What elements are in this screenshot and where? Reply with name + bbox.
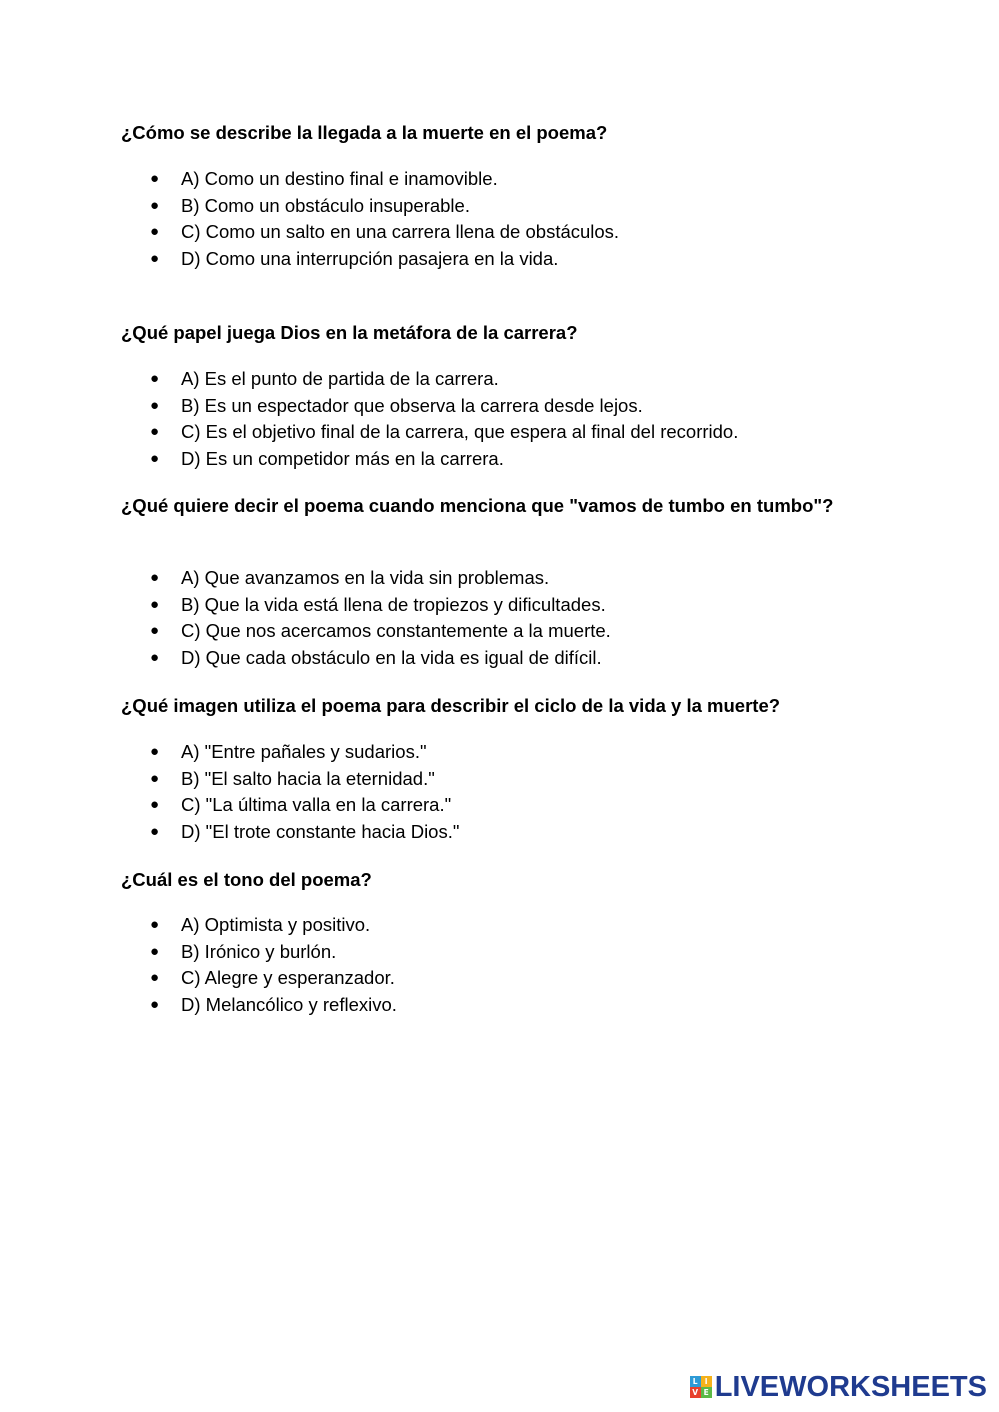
option-item[interactable]	[150, 819, 459, 846]
bullet-icon: ●	[150, 249, 160, 267]
option-text: B) Irónico y burlón.	[181, 940, 337, 962]
option-item[interactable]	[150, 792, 459, 819]
option-text: D) Como una interrupción pasajera en la vida.	[181, 247, 559, 269]
option-text: A) "Entre pañales y sudarios."	[181, 741, 427, 762]
option-item[interactable]	[150, 565, 611, 592]
liveworksheets-brand[interactable]	[690, 1372, 987, 1402]
bullet-icon: ●	[150, 622, 160, 640]
question-4-options	[150, 739, 459, 845]
option-item[interactable]	[150, 912, 397, 939]
option-text: C) Alegre y esperanzador.	[181, 967, 395, 989]
option-text: C) Que nos acercamos constantemente a la muerte.	[181, 620, 611, 642]
bullet-icon: ●	[150, 995, 160, 1013]
bullet-icon: ●	[150, 916, 160, 933]
logo-letter-e: E	[701, 1387, 712, 1398]
bullet-icon: ●	[150, 942, 160, 960]
question-1-text: ¿Cómo se describe la llegada a la muerte en el poema?	[121, 122, 608, 143]
option-text: B) "El salto hacia la eternidad."	[181, 767, 435, 789]
option-text: C) Es el objetivo final de la carrera, que espera al final del recorrido.	[181, 421, 739, 443]
question-2-options	[150, 366, 738, 472]
option-item[interactable]	[150, 645, 611, 672]
option-text: D) "El trote constante hacia Dios."	[181, 820, 460, 842]
option-text: A) Como un destino final e inamovible.	[181, 168, 498, 189]
question-5-text: ¿Cuál es el tono del poema?	[121, 869, 372, 890]
bullet-icon: ●	[150, 743, 160, 760]
option-item[interactable]	[150, 592, 611, 619]
bullet-icon: ●	[150, 196, 160, 214]
option-item[interactable]	[150, 366, 738, 393]
option-text: D) Melancólico y reflexivo.	[181, 993, 397, 1015]
option-item[interactable]	[150, 393, 738, 420]
option-item[interactable]	[150, 618, 611, 645]
bullet-icon: ●	[150, 648, 160, 666]
bullet-icon: ●	[150, 796, 160, 814]
option-text: C) Como un salto en una carrera llena de obstáculos.	[181, 221, 620, 243]
option-item[interactable]	[150, 766, 459, 793]
option-text: D) Es un competidor más en la carrera.	[181, 447, 504, 469]
question-3-text: ¿Qué quiere decir el poema cuando menciona que "vamos de tumbo en tumbo"?	[121, 495, 834, 516]
question-3-options	[150, 565, 611, 671]
option-text: B) Como un obstáculo insuperable.	[181, 194, 470, 216]
bullet-icon: ●	[150, 170, 160, 187]
liveworksheets-logo-icon	[690, 1376, 712, 1398]
bullet-icon: ●	[150, 223, 160, 241]
logo-letter-i: I	[701, 1376, 712, 1387]
option-item[interactable]	[150, 446, 738, 473]
option-text: B) Que la vida está llena de tropiezos y dificultades.	[181, 593, 606, 615]
bullet-icon: ●	[150, 423, 160, 441]
bullet-icon: ●	[150, 396, 160, 414]
option-text: A) Es el punto de partida de la carrera.	[181, 368, 499, 389]
option-text: A) Que avanzamos en la vida sin problemas.	[181, 567, 550, 588]
option-item[interactable]	[150, 419, 738, 446]
logo-letter-l: L	[690, 1376, 701, 1387]
option-item[interactable]	[150, 219, 619, 246]
bullet-icon: ●	[150, 569, 160, 586]
bullet-icon: ●	[150, 449, 160, 467]
option-text: D) Que cada obstáculo en la vida es igual de difícil.	[181, 646, 602, 668]
option-item[interactable]	[150, 739, 459, 766]
question-4-text: ¿Qué imagen utiliza el poema para describir el ciclo de la vida y la muerte?	[121, 695, 781, 716]
option-text: C) "La última valla en la carrera."	[181, 794, 452, 816]
brand-name: LIVEWORKSHEETS	[714, 1370, 987, 1403]
logo-letter-v: V	[690, 1387, 701, 1398]
bullet-icon: ●	[150, 595, 160, 613]
question-5-options	[150, 912, 397, 1018]
bullet-icon: ●	[150, 822, 160, 840]
question-1-options	[150, 166, 619, 272]
question-2-text: ¿Qué papel juega Dios en la metáfora de la carrera?	[121, 322, 578, 343]
option-item[interactable]	[150, 992, 397, 1019]
option-item[interactable]	[150, 939, 397, 966]
option-item[interactable]	[150, 166, 619, 193]
bullet-icon: ●	[150, 370, 160, 387]
option-text: A) Optimista y positivo.	[181, 914, 371, 935]
bullet-icon: ●	[150, 969, 160, 987]
bullet-icon: ●	[150, 769, 160, 787]
option-item[interactable]	[150, 246, 619, 273]
option-item[interactable]	[150, 193, 619, 220]
option-text: B) Es un espectador que observa la carrera desde lejos.	[181, 394, 643, 416]
option-item[interactable]	[150, 965, 397, 992]
